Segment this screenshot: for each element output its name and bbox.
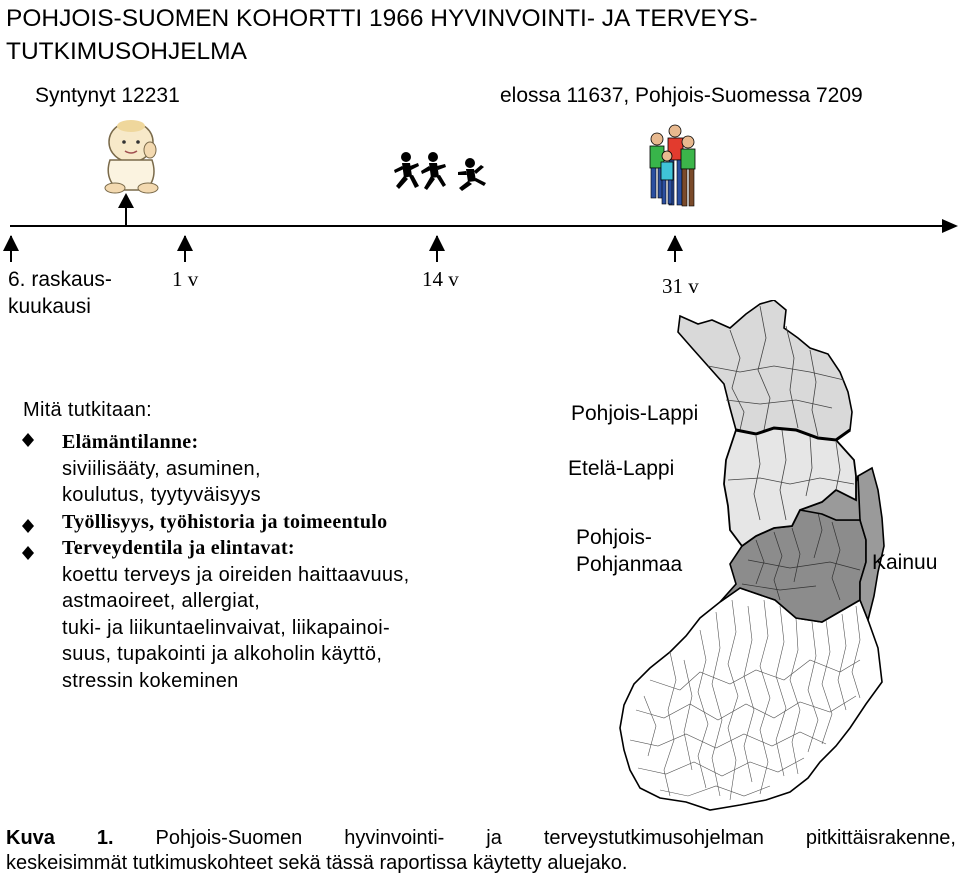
timeline-label-1v: 1 v [172, 267, 199, 291]
diamond-bullet-icon [22, 546, 34, 560]
timeline-label-14v: 14 v [422, 267, 459, 291]
figure-caption [6, 826, 956, 876]
bullet-diamonds [20, 430, 40, 580]
caption-line-2: keskeisimmät tutkimuskohteet sekä tässä raportissa käytetty aluejako. [6, 852, 628, 874]
region-label-pohjois-lappi: Pohjois-Lappi [571, 402, 699, 425]
timeline-label-6-month [8, 266, 112, 320]
diamond-bullet-icon [22, 519, 34, 533]
study-item-line: koettu terveys ja oireiden haittaavuus, [62, 563, 410, 586]
title-line-1: POHJOIS-SUOMEN KOHORTTI 1966 HYVINVOINTI- JA TERVEYS- [6, 5, 758, 32]
study-item-title: Työllisyys, työhistoria ja toimeentulo [62, 510, 388, 533]
timeline-tick-1v [177, 235, 193, 262]
region-label-kainuu: Kainuu [872, 551, 938, 574]
baby-icon [105, 120, 158, 193]
region-label-line: Pohjois- [576, 526, 652, 549]
timeline-tick-31v [667, 235, 683, 262]
timeline-tick-14v [429, 235, 445, 262]
label-line: 6. raskaus- [8, 268, 112, 291]
label-line: kuukausi [8, 295, 91, 318]
pohjois-lappi-region [678, 300, 852, 440]
study-heading: Mitä tutkitaan: [23, 399, 153, 421]
caption-label: Kuva 1. [6, 827, 114, 849]
caption-line-1 [6, 826, 956, 851]
timeline-label-31v: 31 v [662, 274, 699, 298]
timeline [0, 0, 960, 320]
study-item-title: Elämäntilanne: [62, 431, 199, 453]
region-label-etela-lappi: Etelä-Lappi [568, 457, 675, 480]
study-items [62, 429, 482, 694]
alive-count: elossa 11637, Pohjois-Suomessa 7209 [500, 84, 863, 107]
region-label-line: Pohjanmaa [576, 553, 683, 576]
timeline-axis [10, 219, 958, 233]
study-item-title: Terveydentila ja elintavat: [62, 537, 295, 559]
region-label-pohjois-pohjanmaa [576, 524, 682, 578]
caption-text: Pohjois-Suomen hyvinvointi- ja terveystutkimusohjelman pitkittäisrakenne, [113, 827, 956, 849]
family-group-icon [650, 125, 695, 206]
study-item-line: siviilisääty, asuminen, [62, 457, 261, 480]
study-item-line: koulutus, tyytyväisyys [62, 484, 261, 506]
running-children-icon [394, 152, 486, 191]
study-item-line: stressin kokeminen [62, 669, 239, 692]
title-line-2: TUTKIMUSOHJELMA [6, 38, 247, 65]
study-item-line: suus, tupakointi ja alkoholin käyttö, [62, 643, 383, 665]
study-item-line: astmaoireet, allergiat, [62, 590, 261, 612]
diamond-bullet-icon [22, 433, 34, 447]
born-count: Syntynyt 12231 [35, 84, 180, 107]
baby-arrow [118, 193, 134, 226]
timeline-tick-6-month [3, 235, 19, 262]
study-item-line: tuki- ja liikuntaelinvaivat, liikapainoi- [62, 616, 391, 639]
